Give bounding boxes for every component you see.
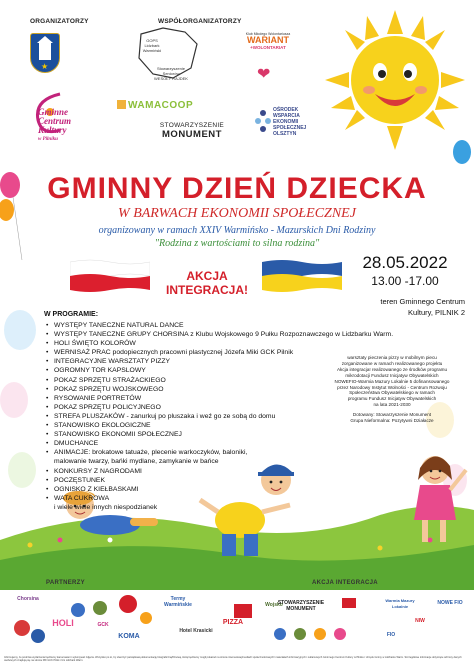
wamacoop-text: WAMACOOP [128,100,194,111]
gck-logo [30,90,100,160]
info-line: Dotowany: Stowarzyszenie Monument [352,412,432,418]
program-item: • STREFA PLUSZAKÓW - zanurkuj po pluszaka i weź go ze sobą do domu [44,412,344,421]
akcja-logo-niw: NIW [415,618,425,624]
program-item: i wiele wiele innych niespodzianek [54,503,158,511]
gck-line-2: Centrum [38,116,72,126]
event-place [320,296,465,318]
partner-logo-chorsina: Chorsina [17,596,39,602]
partner-logo-wojsko: Wojsko [265,602,283,608]
gck-line-4: w Pilniku [38,137,58,142]
gck-line-1: Gminne [38,107,69,117]
program-heading: W PROGRAMIE: [44,311,99,318]
info-line: Społeczeństwa Obywatelskiego w ramach [349,390,435,396]
polish-flag [70,258,150,294]
program-item: • ANIMACJE: brokatowe tatuaże, plecenie warkoczyków, baloniki, [44,448,344,457]
map-text-2: Lidzbark [144,43,160,48]
program-item: • RYSOWANIE PORTRETÓW [44,394,344,403]
stow-top: STOWARZYSZENIE [159,122,225,129]
partner-logo-koma: KOMA [118,633,140,640]
wariant-sub: +WOLONTARIAT [250,45,286,50]
wspolorganizatorzy-label: WSPÓŁORGANIZATORZY [158,18,242,25]
program-item: • POKAZ SPRZĘTU POLICYJNEGO [44,403,344,412]
program-item: • POCZĘSTUNEK [44,476,344,485]
gck-line-3: Kultury [38,125,67,135]
stow-bottom: MONUMENT [162,129,222,140]
partner-logo-gck: GCK [97,622,109,628]
partner-logos [8,592,298,652]
owes-line-2: WSPARCIA [273,113,300,119]
akcja-logo-nowefio: NOWE FIO [437,600,463,606]
program-item: • INTEGRACYJNE WARSZTATY PIZZY [44,357,344,366]
place-line-1: teren Gminnego Centrum [380,297,465,306]
info-line: Akcja integracja! realizowanego ze środków programu [336,366,448,372]
program-item: • DMUCHANCE [44,439,344,448]
wariant-name: WARIANT [247,35,289,45]
program-item: • OGROMNY TOR KAPSLOWY [44,366,344,375]
akcja-logo-fio: FIO [386,632,396,638]
program-item: malowanie twarzy, bańki mydlane, zamykanie w bańce [54,458,219,466]
partner-logo-hotel: Hotel Krasicki [179,628,213,634]
akcja-logo-wml: Warmia Mazury Lokalnie [385,598,415,609]
organizatorzy-label: ORGANIZATORZY [30,18,89,25]
info-box [318,355,466,424]
program-item: • POKAZ SPRZĘTU STRAŻACKIEGO [44,376,344,385]
owes-line-5: OLSZTYN [273,131,297,137]
program-item: • WATA CUKROWA [44,494,344,503]
footer-disclaimer: Informujemy, że podczas wydarzenia będziemy kamerowani i wykonywać zdjęcia. Wszystko po to, by stworzyć pamiątkową dokumentację fotograficzną/filmową, którą będziemy mogli pokazać na stronie internetowej/mediach społecznościowych/ materiałach informacyjnych i reklamowych Gminnego Centrum Kultury w Pilniku i Urzędu Gminy w Lidzbarku Warm. Szczegółowe informacje dotyczące ochrony danych osobowych znajdują się na stronie FB/ GCK Pilnik i UG Lidzbark Warm. [4,656,462,662]
akcja-logos [260,592,470,652]
program-item: • STANOWISKO EKONOMII SPOŁECZNEJ [44,430,344,439]
akcja-integracja: AKCJA INTEGRACJA! [165,269,248,297]
program-item: • POKAZ SPRZĘTU WOJSKOWEGO [44,385,344,394]
partner-logo-pizza: PIZZA [222,619,244,626]
program-item: • WYSTĘPY TANECZNE NATURAL DANCE [44,321,344,330]
heart-icon: ❤ [257,66,271,83]
info-line: warsztaty pieczenia pizzy w mobilnym piecu [347,355,437,360]
program-item: • WYSTĘPY TANECZNE GRUPY CHORSINA z Klubu Wojskowego 9 Pułku Rozpoznawczego w Lidzbarku Warm. [44,330,344,339]
event-subtitle: W BARWACH EKONOMII SPOŁECZNEJ [118,206,356,221]
map-text-3: Warmiński [142,48,162,53]
event-organized: organizowany w ramach XXIV Warmińsko - Mazurskich Dni Rodziny [98,225,376,236]
program-item: • KONKURSY Z NAGRODAMI [44,467,344,476]
owes-line-1: OŚRODEK [273,107,299,113]
program-item: • WERNISAŻ PRAC podopiecznych pracowni plastycznej Józefa Miki GCK Pilnik [44,348,344,357]
wamacoop-logo [117,100,193,111]
akcja-integracja-label: AKCJA INTEGRACJA [312,580,378,586]
ukrainian-flag [262,258,342,294]
partner-logo-termy: Termy Warmińskie [164,596,192,608]
partnerzy-label: PARTNERZY [46,580,85,586]
program-item: • OGNISKO Z KIEŁBASKAMI [44,485,344,494]
owes-line-3: EKONOMII [273,119,299,125]
info-line: na lata 2021-2030 [373,402,411,408]
event-title: GMINNY DZIEŃ DZIECKA [47,172,427,205]
akcja-logo-monument: STOWARZYSZENIE MONUMENT [277,600,325,612]
info-line: NOWEFIO-Warmia Mazury Lokalnie 5 dofinansowanego [334,378,450,384]
info-line: Grupa Nieformalna: Pozytywni Działacze [350,418,434,424]
event-date: 28.05.2022 [362,253,448,272]
program-item: • STANOWISKO EKOLOGICZNE [44,421,344,430]
sun-illustration [325,10,465,150]
place-line-2: Kultury, PILNIK 2 [408,308,465,317]
event-motto: "Rodzina z wartościami to silna rodzina" [154,238,320,249]
info-line: zorganizowane w ramach realizowanego projektu [341,360,443,366]
info-line: programu Fundusz Inicjatyw Obywatelskich [347,396,437,402]
partner-logo-holi: HOLI [52,618,74,628]
map-text-1: GOPS [146,38,158,43]
gmina-crest-logo: ★ [30,33,60,73]
wariant-logo [233,32,303,84]
map-text-5: WESOŁY RAJDEK [154,76,188,81]
wariant-top: Klub Młodego Wolontariusza [245,32,291,36]
event-time: 13.00 -17.00 [371,274,439,288]
owes-line-4: SPOŁECZNEJ [273,125,307,131]
monument-logo [151,122,233,140]
info-line: mikrodotacji Fundusz Inicjatyw Obywatelskich [345,372,439,378]
info-line: przez Narodowy Instytut Wolności - Centrum Rozwoju [337,384,447,390]
map-text-4: Stowarzyszenie Seniorów [156,66,185,76]
gops-map-logo [133,24,203,82]
program-item: • HOLI ŚWIĘTO KOLORÓW [44,339,344,348]
